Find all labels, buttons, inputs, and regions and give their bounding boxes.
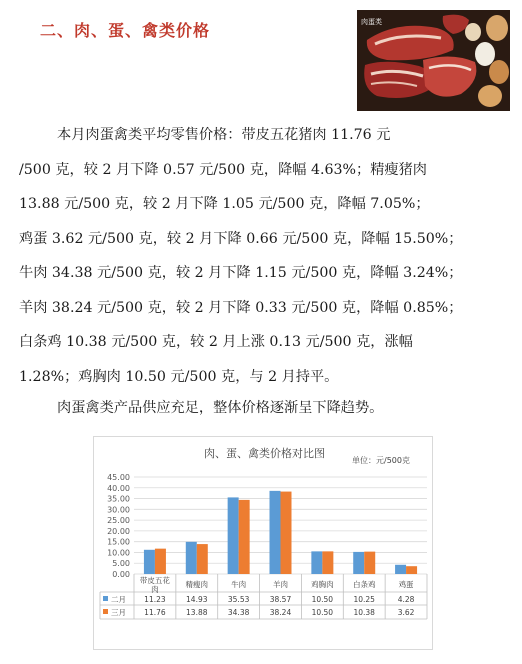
bar-mar [406,566,417,574]
data-label: 13.88 [186,608,208,617]
bar-mar [239,500,250,574]
price-paragraph [19,118,514,394]
meat-eggs-photo [357,10,510,111]
y-tick-label: 15.00 [107,537,130,547]
bar-mar [322,551,333,574]
section-title: 二、肉、蛋、禽类价格 [40,21,211,40]
y-tick-label: 10.00 [107,548,130,558]
paragraph-line: /500 克，较 2 月下降 0.57 元/500 克，降幅 4.63%；精瘦猪肉 [19,161,427,178]
legend-swatch [103,609,108,614]
summary-paragraph [19,391,514,426]
bar-feb [395,565,406,574]
data-label: 35.53 [227,595,250,604]
x-category-label: 羊肉 [273,580,288,589]
data-label: 11.76 [144,608,166,617]
data-label: 34.38 [227,608,250,617]
chart-svg [94,437,432,649]
data-label: 38.57 [269,595,292,604]
data-label: 38.24 [269,608,292,617]
price-comparison-chart [93,436,433,650]
y-tick-label: 30.00 [107,505,130,515]
paragraph-line: 13.88 元/500 克，较 2 月下降 1.05 元/500 克，降幅 7.05%； [19,196,430,212]
data-label: 4.28 [397,595,415,604]
y-tick-label: 40.00 [107,483,130,493]
y-tick-label: 45.00 [107,473,130,482]
legend-label: 三月 [111,608,126,617]
x-category-label: 鸡蛋 [398,580,414,589]
bar-mar [197,544,208,574]
paragraph-line: 白条鸡 10.38 元/500 克，较 2 月上涨 0.13 元/500 克，涨幅 [19,334,413,350]
legend-label: 二月 [111,595,126,604]
y-tick-label: 35.00 [107,494,130,504]
data-label: 11.23 [144,595,166,604]
photo-label: 肉蛋类 [361,18,382,26]
paragraph-line: 本月肉蛋禽类平均零售价格：带皮五花猪肉 11.76 元 [57,127,391,143]
paragraph-line: 羊肉 38.24 元/500 克，较 2 月下降 0.33 元/500 克，降幅 0.85%； [19,299,463,316]
data-label: 3.62 [397,608,415,617]
x-category-label: 带皮五花 [139,576,170,585]
paragraph-line: 1.28%；鸡胸肉 10.50 元/500 克，与 2 月持平。 [19,368,339,385]
x-category-label: 肉 [151,585,159,594]
bar-feb [353,552,364,574]
x-category-label: 牛肉 [231,580,247,589]
chart-unit: 单位：元/500克 [352,456,410,465]
bar-mar [281,492,292,574]
legend-swatch [103,596,108,601]
data-label: 14.93 [186,595,208,604]
y-tick-label: 20.00 [107,526,130,536]
bar-feb [144,550,155,574]
bar-feb [311,551,322,574]
y-tick-label: 5.00 [112,559,130,569]
bar-mar [364,552,375,574]
chart-title: 肉、蛋、禽类价格对比图 [204,447,325,460]
summary-line: 肉蛋禽类产品供应充足，整体价格逐渐呈下降趋势。 [57,400,384,416]
bar-mar [155,549,166,574]
x-category-label: 鸡胸肉 [311,580,334,589]
bar-feb [270,491,281,574]
bar-feb [186,542,197,574]
paragraph-line: 牛肉 34.38 元/500 克，较 2 月下降 1.15 元/500 克，降幅 3.24%； [19,265,463,281]
y-tick-label: 0.00 [112,570,130,579]
data-label: 10.25 [353,595,375,604]
x-category-label: 白条鸡 [352,580,376,589]
data-label: 10.50 [311,608,334,617]
data-label: 10.38 [353,608,375,617]
y-tick-label: 25.00 [107,516,130,526]
paragraph-line: 鸡蛋 3.62 元/500 克，较 2 月下降 0.66 元/500 克，降幅 15.50%； [19,230,463,247]
data-label: 10.50 [311,595,334,604]
x-category-label: 精瘦肉 [185,580,209,589]
bar-feb [228,497,239,574]
